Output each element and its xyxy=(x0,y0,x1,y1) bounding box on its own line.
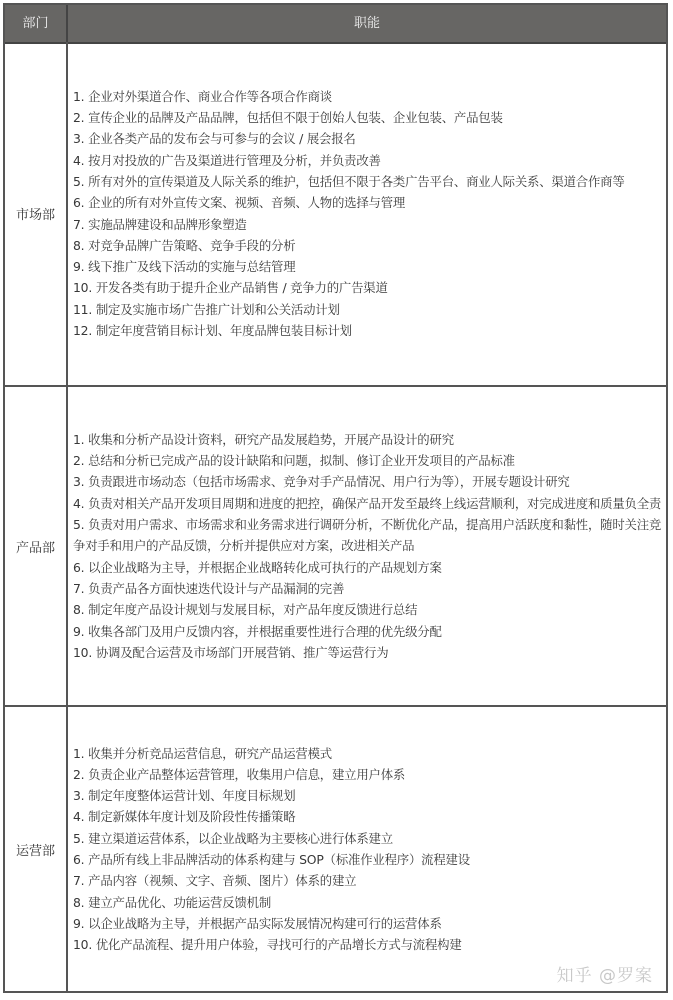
function-item: 11. 制定及实施市场广告推广计划和公关活动计划 xyxy=(73,301,340,317)
function-list xyxy=(68,387,666,705)
function-item: 2. 宣传企业的品牌及产品品牌，包括但不限于创始人包装、企业包装、产品包装 xyxy=(73,110,503,126)
function-item: 1. 收集和分析产品设计资料，研究产品发展趋势，开展产品设计的研究 xyxy=(73,431,454,447)
function-item: 7. 实施品牌建设和品牌形象塑造 xyxy=(73,216,247,232)
watermark: 知乎 @罗案 xyxy=(556,966,653,986)
table-header xyxy=(5,5,666,44)
function-item: 8. 建立产品优化、功能运营反馈机制 xyxy=(73,894,272,910)
function-item: 9. 线下推广及线下活动的实施与总结管理 xyxy=(73,259,296,275)
function-list xyxy=(68,707,666,991)
function-item: 10. 优化产品流程、提升用户体验，寻找可行的产品增长方式与流程构建 xyxy=(73,937,462,953)
function-item: 4. 负责对相关产品开发项目周期和进度的把控，确保产品开发至最终上线运营顺利，对完成进度和质量负全责 xyxy=(73,495,662,511)
table-row-marketing xyxy=(5,42,666,387)
function-item: 4. 按月对投放的广告及渠道进行管理及分析，并负责改善 xyxy=(73,152,381,168)
header-functions: 职能 xyxy=(353,16,380,31)
function-item: 5. 负责对用户需求、市场需求和业务需求进行调研分析，不断优化产品，提高用户活跃度和黏性，随时关注竞争对手和用户的产品反馈，分析并提供应对方案，改进相关产品 xyxy=(73,517,662,554)
function-item: 3. 制定年度整体运营计划、年度目标规划 xyxy=(73,788,296,804)
function-item: 6. 产品所有线上非品牌活动的体系构建与 SOP（标准作业程序）流程建设 xyxy=(73,852,470,867)
function-item: 2. 负责企业产品整体运营管理，收集用户信息，建立用户体系 xyxy=(73,766,406,782)
function-item: 2. 总结和分析已完成产品的设计缺陷和问题，拟制、修订企业开发项目的产品标准 xyxy=(73,453,515,469)
function-item: 10. 协调及配合运营及市场部门开展营销、推广等运营行为 xyxy=(73,644,389,660)
function-item: 10. 开发各类有助于提升企业产品销售 / 竞争力的广告渠道 xyxy=(73,280,388,296)
function-item: 4. 制定新媒体年度计划及阶段性传播策略 xyxy=(73,809,296,825)
function-item: 6. 以企业战略为主导，并根据企业战略转化成可执行的产品规划方案 xyxy=(73,559,442,575)
department-name: 运营部 xyxy=(5,707,68,991)
function-item: 7. 产品内容（视频、文字、音频、图片）体系的建立 xyxy=(73,873,357,889)
function-item: 5. 所有对外的宣传渠道及人际关系的维护，包括但不限于各类广告平台、商业人际关系、渠道合作商等 xyxy=(73,173,625,189)
function-item: 12. 制定年度营销目标计划、年度品牌包装目标计划 xyxy=(73,322,352,338)
department-name: 产品部 xyxy=(5,387,68,705)
function-item: 8. 制定年度产品设计规划与发展目标，对产品年度反馈进行总结 xyxy=(73,602,418,618)
function-item: 5. 建立渠道运营体系，以企业战略为主要核心进行体系建立 xyxy=(73,830,393,846)
function-item: 1. 企业对外渠道合作、商业合作等各项合作商谈 xyxy=(73,88,332,104)
table-row-operations xyxy=(5,707,666,991)
function-list xyxy=(68,42,666,385)
function-item: 7. 负责产品各方面快速迭代设计与产品漏洞的完善 xyxy=(73,580,345,596)
function-item: 9. 收集各部门及用户反馈内容，并根据重要性进行合理的优先级分配 xyxy=(73,623,442,639)
function-item: 9. 以企业战略为主导，并根据产品实际发展情况构建可行的运营体系 xyxy=(73,915,442,931)
department-name: 市场部 xyxy=(5,42,68,385)
function-item: 3. 负责跟进市场动态（包括市场需求、竞争对手产品情况、用户行为等），开展专题设计研究 xyxy=(73,474,570,490)
department-functions-table xyxy=(3,3,668,993)
function-item: 3. 企业各类产品的发布会与可参与的会议 / 展会报名 xyxy=(73,131,356,147)
function-item: 6. 企业的所有对外宣传文案、视频、音频、人物的选择与管理 xyxy=(73,195,406,211)
function-item: 8. 对竞争品牌广告策略、竞争手段的分析 xyxy=(73,237,296,253)
table-row-product xyxy=(5,387,666,707)
function-item: 1. 收集并分析竞品运营信息，研究产品运营模式 xyxy=(73,745,332,761)
header-department: 部门 xyxy=(5,5,68,42)
